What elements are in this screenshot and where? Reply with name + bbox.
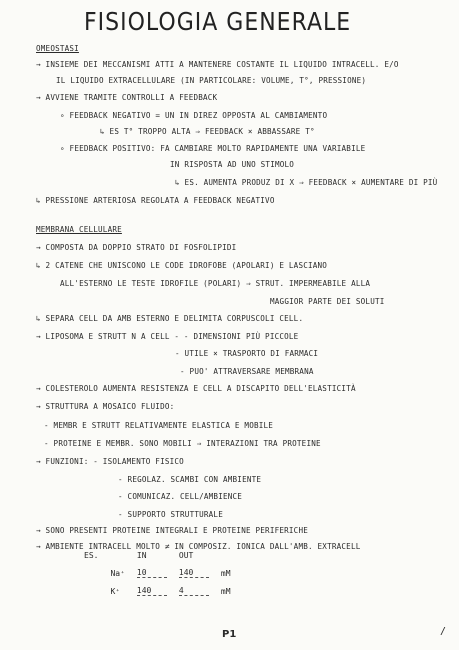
note-line: ↳ ES. AUMENTA PRODUZ DI X ⇒ FEEDBACK × AUMENTARE DI PIÙ — [175, 178, 438, 187]
ion-table — [78, 546, 237, 600]
note-line: - PROTEINE E MEMBR. SONO MOBILI ⇒ INTERAZIONI TRA PROTEINE — [44, 439, 321, 448]
note-line: → COLESTEROLO AUMENTA RESISTENZA E CELL A DISCAPITO DELL'ELASTICITÀ — [36, 384, 356, 393]
out-cell: 4 — [179, 586, 209, 596]
ion-cell: Na⁺ — [110, 568, 125, 578]
col-out-header: OUT — [178, 550, 194, 560]
note-line: → INSIEME DEI MECCANISMI ATTI A MANTENERE COSTANTE IL LIQUIDO INTRACELL. E/O — [36, 60, 399, 69]
note-line: MAGGIOR PARTE DEI SOLUTI — [270, 297, 385, 306]
corner-mark: / — [440, 626, 447, 637]
note-line: → FUNZIONI: - ISOLAMENTO FISICO — [36, 457, 184, 466]
note-line: → AMBIENTE INTRACELL MOLTO ≠ IN COMPOSIZ. IONICA DALL'AMB. EXTRACELL — [36, 542, 361, 551]
note-line: → STRUTTURA A MOSAICO FLUIDO: — [36, 402, 175, 411]
note-line: - SUPPORTO STRUTTURALE — [118, 510, 223, 519]
note-line: - UTILE × TRASPORTO DI FARMACI — [175, 349, 319, 358]
out-cell: 140 — [179, 568, 209, 578]
note-line: ↳ ES T° TROPPO ALTA ⇒ FEEDBACK × ABBASSARE T° — [100, 127, 315, 136]
in-cell: 140 — [137, 586, 167, 596]
table-row — [78, 582, 237, 600]
note-line: ALL'ESTERNO LE TESTE IDROFILE (POLARI) ⇒ STRUT. IMPERMEABILE ALLA — [60, 279, 371, 288]
note-line: - REGOLAZ. SCAMBI CON AMBIENTE — [118, 475, 262, 484]
section-heading: OMEOSTASI — [36, 44, 79, 53]
note-line: ∘ FEEDBACK POSITIVO: FA CAMBIARE MOLTO RAPIDAMENTE UNA VARIABILE — [60, 144, 366, 153]
note-line: → AVVIENE TRAMITE CONTROLLI A FEEDBACK — [36, 93, 218, 102]
section-heading: MEMBRANA CELLULARE — [36, 225, 122, 234]
table-header-row — [78, 546, 237, 564]
note-line: IN RISPOSTA AD UNO STIMOLO — [170, 160, 295, 169]
unit-cell: mM — [220, 568, 231, 578]
col-in-header: IN — [136, 550, 147, 560]
note-line: → LIPOSOMA E STRUTT N A CELL - - DIMENSIONI PIÙ PICCOLE — [36, 332, 299, 341]
note-line: - PUO' ATTRAVERSARE MEMBRANA — [180, 367, 314, 376]
page-title: FISIOLOGIA GENERALE — [84, 8, 352, 37]
in-cell: 10 — [137, 568, 167, 578]
note-line: → SONO PRESENTI PROTEINE INTEGRALI E PROTEINE PERIFERICHE — [36, 526, 308, 535]
table-label: ES. — [84, 550, 99, 560]
page-number: P1 — [222, 629, 237, 640]
note-line: ↳ 2 CATENE CHE UNISCONO LE CODE IDROFOBE (APOLARI) E LASCIANO — [36, 261, 328, 270]
unit-cell: mM — [220, 586, 231, 596]
note-line: - MEMBR E STRUTT RELATIVAMENTE ELASTICA E MOBILE — [44, 421, 274, 430]
note-line: - COMUNICAZ. CELL/AMBIENCE — [118, 492, 243, 501]
table-row — [78, 564, 237, 582]
ion-cell: K⁺ — [110, 586, 121, 596]
note-line: ∘ FEEDBACK NEGATIVO = UN IN DIREZ OPPOSTA AL CAMBIAMENTO — [60, 111, 328, 120]
note-line: ↳ PRESSIONE ARTERIOSA REGOLATA A FEEDBACK NEGATIVO — [36, 196, 275, 205]
note-line: ↳ SEPARA CELL DA AMB ESTERNO E DELIMITA CORPUSCOLI CELL. — [36, 314, 304, 323]
note-line: IL LIQUIDO EXTRACELLULARE (IN PARTICOLARE: VOLUME, T°, PRESSIONE) — [56, 76, 367, 85]
note-line: → COMPOSTA DA DOPPIO STRATO DI FOSFOLIPIDI — [36, 243, 237, 252]
